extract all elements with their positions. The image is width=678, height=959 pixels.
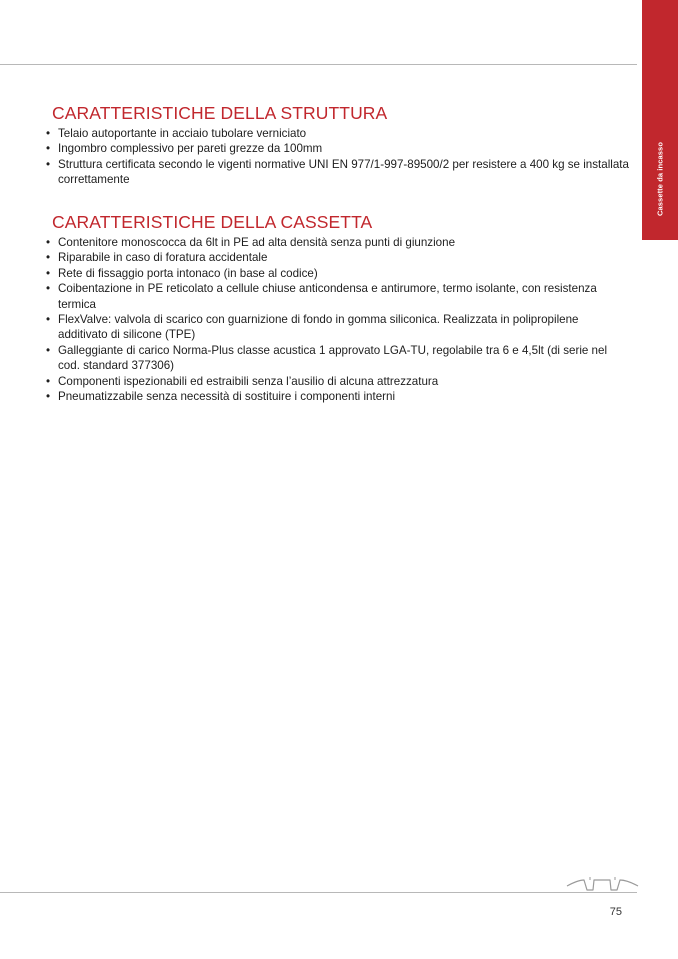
- bullet-list: [46, 235, 631, 404]
- bullet-list: [46, 126, 631, 188]
- list-item: • Componenti ispezionabili ed estraibili senza l’ausilio di alcuna attrezzatura: [46, 374, 631, 389]
- side-tab-label: Cassette da incasso: [655, 141, 665, 217]
- side-section-tab: [642, 0, 678, 240]
- header-divider: [0, 64, 637, 65]
- section-title: CARATTERISTICHE DELLA STRUTTURA: [52, 103, 388, 123]
- list-item: • Contenitore monoscocca da 6lt in PE ad alta densità senza punti di giunzione: [46, 235, 631, 250]
- list-item: • Struttura certificata secondo le vigenti normative UNI EN 977/1-997-89500/2 per resistere a 400 kg se installata correttamente: [46, 157, 631, 188]
- list-item: • Galleggiante di carico Norma-Plus classe acustica 1 approvato LGA-TU, regolabile tra 6 e 4,5lt (di serie nel cod. standard 377306): [46, 343, 631, 374]
- list-item: • Rete di fissaggio porta intonaco (in base al codice): [46, 266, 631, 281]
- brand-mark-icon: [566, 874, 640, 898]
- page-number: 75: [609, 906, 622, 918]
- list-item: • FlexValve: valvola di scarico con guarnizione di fondo in gomma siliconica. Realizzata in polipropilene additivato di silicone (TPE): [46, 312, 631, 343]
- list-item: • Riparabile in caso di foratura accidentale: [46, 250, 631, 265]
- list-item: • Ingombro complessivo per pareti grezze da 100mm: [46, 141, 631, 156]
- list-item: • Coibentazione in PE reticolato a cellule chiuse anticondensa e antirumore, termo isolante, con resistenza termica: [46, 281, 631, 312]
- list-item: • Telaio autoportante in acciaio tubolare verniciato: [46, 126, 631, 141]
- section-title: CARATTERISTICHE DELLA CASSETTA: [52, 212, 373, 232]
- section-cassette: [46, 212, 631, 404]
- list-item: • Pneumatizzabile senza necessità di sostituire i componenti interni: [46, 389, 631, 404]
- footer-divider: [0, 892, 637, 893]
- section-structure: [46, 103, 631, 188]
